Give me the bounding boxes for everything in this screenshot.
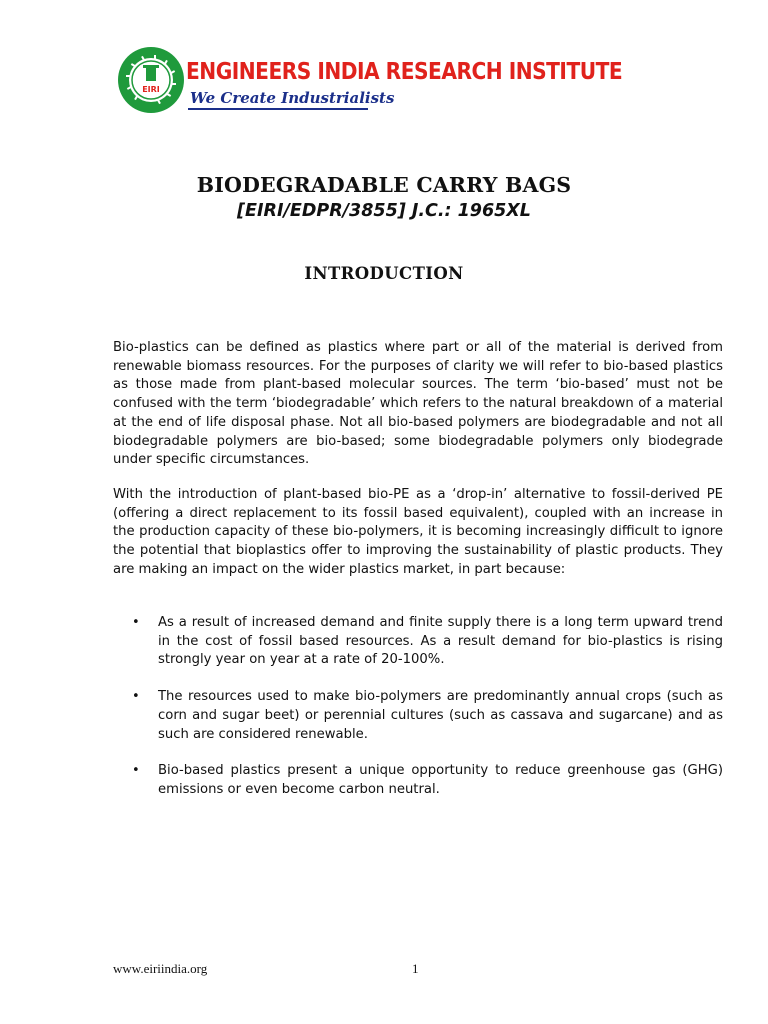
institute-name: ENGINEERS INDIA RESEARCH INSTITUTE xyxy=(186,57,623,85)
seal-monogram: EIRI xyxy=(142,85,160,94)
bullet-list xyxy=(113,614,723,818)
section-heading: INTRODUCTION xyxy=(304,264,464,283)
bullet-text: Bio-based plastics present a unique opportunity to reduce greenhouse gas (GHG) emissions or even become carbon neutral. xyxy=(158,763,723,797)
bullet-text: As a result of increased demand and finite supply there is a long term upward trend in the cost of fossil based resources. As a result demand for bio-plastics is rising strongly year on year at a rate of 20-100%. xyxy=(158,615,723,668)
document-code: [EIRI/EDPR/3855] J.C.: 1965XL xyxy=(237,201,531,221)
letterhead xyxy=(116,45,623,120)
institute-seal-logo xyxy=(116,45,186,115)
tagline-underline xyxy=(188,108,368,110)
page-number: 1 xyxy=(412,961,419,976)
paragraph-1: Bio-plastics can be defined as plastics where part or all of the material is derived from renewable biomass resources. For the purposes of clarity we will refer to bio-based plastics as those made from plant-based molecular sources. The term ‘bio-based’ must not be confused with the term ‘biodegradable’ which refers to the natural breakdown of a material at the end of life disposal phase. Not all bio-based polymers are biodegradable and not all biodegradable polymers are bio-based; some biodegradable polymers only biodegrade under specific circumstances. xyxy=(113,340,723,468)
bullet-dot: • xyxy=(132,689,140,705)
paragraph-2: With the introduction of plant-based bio-PE as a ‘drop-in’ alternative to fossil-derived PE (offering a direct replacement to its fossil based equivalent), coupled with an increase in the production capacity of these bio-polymers, it is becoming increasingly difficult to ignore the potential that bioplastics offer to improving the sustainability of plastic products. They are making an impact on the wider plastics market, in part because: xyxy=(113,487,723,577)
bullet-text: The resources used to make bio-polymers are predominantly annual crops (such as corn and sugar beet) or perennial cultures (such as cassava and sugarcane) and as such are considered renewable. xyxy=(158,689,723,742)
bullet-dot: • xyxy=(132,763,140,779)
bullet-item xyxy=(113,614,723,670)
document-title: BIODEGRADABLE CARRY BAGS xyxy=(196,173,572,197)
footer-website: www.eiriindia.org xyxy=(113,961,208,976)
bullet-item xyxy=(113,762,723,799)
institute-tagline: We Create Industrialists xyxy=(190,89,395,107)
bullet-item xyxy=(113,688,723,744)
bullet-dot: • xyxy=(132,615,140,630)
